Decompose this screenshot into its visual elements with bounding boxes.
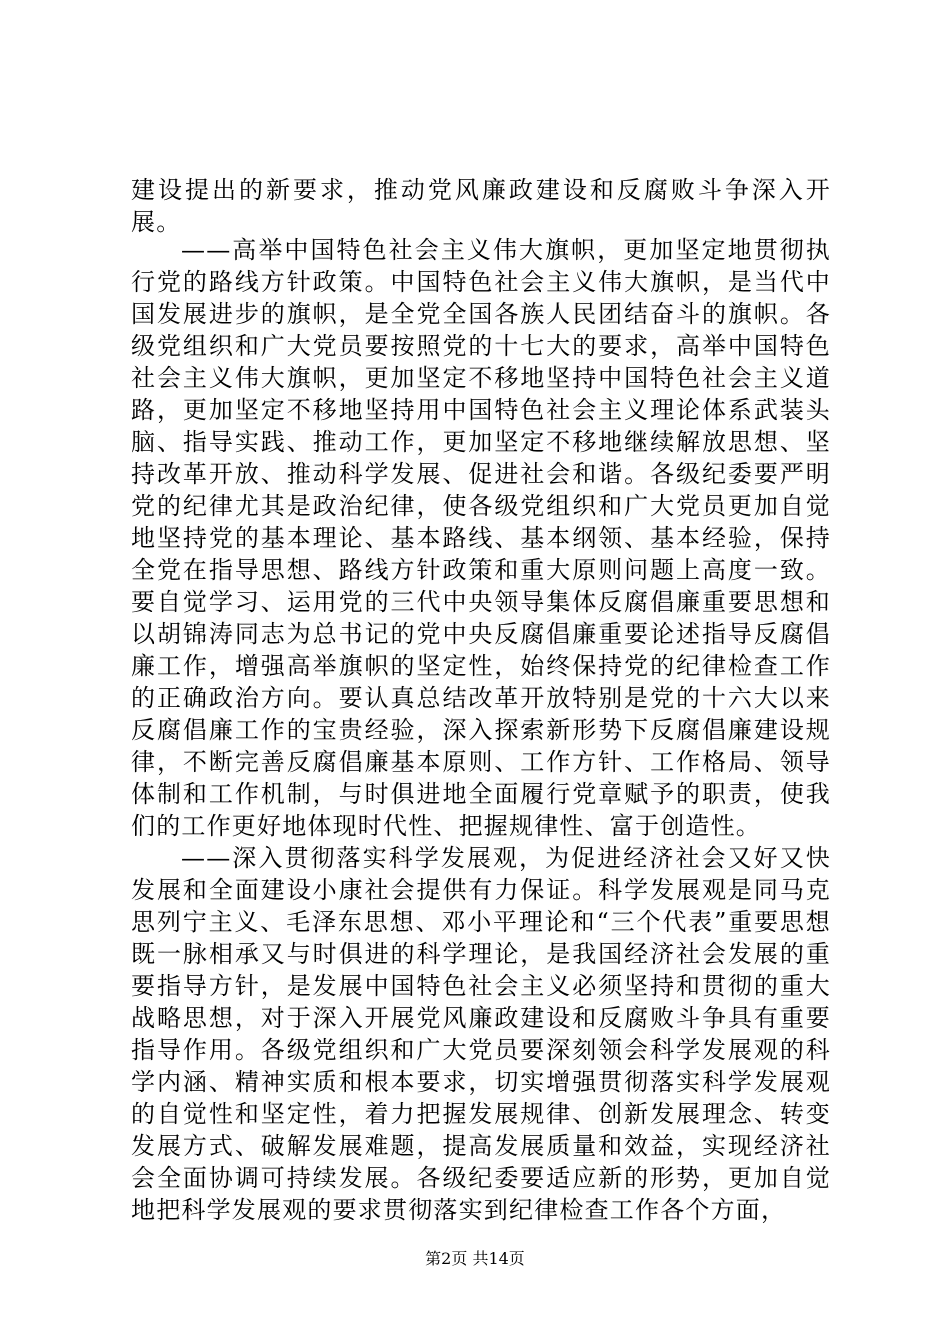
paragraph-1: 建设提出的新要求，推动党风廉政建设和反腐败斗争深入开展。 (131, 176, 831, 236)
page-footer: 第2页 共14页 (425, 1249, 525, 1268)
paragraph-continuation (131, 174, 831, 238)
paragraph-3: ——深入贯彻落实科学发展观，为促进经济社会又好又快发展和全面建设小康社会提供有力保证。科学发展观是同马克思列宁主义、毛泽东思想、邓小平理论和“三个代表”重要思想既一脉相承又与时俱进的科学理论，是我国经济社会发展的重要指导方针，是发展中国特色社会主义必须坚持和贯彻的重大战略思想，对于深入开展党风廉政建设和反腐败斗争具有重要指导作用。各级党组织和广大党员要深刻领会科学发展观的科学内涵、精神实质和根本要求，切实增强贯彻落实科学发展观的自觉性和坚定性，着力把握发展规律、创新发展理念、转变发展方式、破解发展难题，提高发展质量和效益，实现经济社会全面协调可持续发展。各级纪委要适应新的形势，更加自觉地把科学发展观的要求贯彻落实到纪律检查工作各个方面， (131, 844, 831, 1224)
paragraph-2: ——高举中国特色社会主义伟大旗帜，更加坚定地贯彻执行党的路线方针政策。中国特色社会主义伟大旗帜，是当代中国发展进步的旗帜，是全党全国各族人民团结奋斗的旗帜。各级党组织和广大党员要按照党的十七大的要求，高举中国特色社会主义伟大旗帜，更加坚定不移地坚持中国特色社会主义道路，更加坚定不移地坚持用中国特色社会主义理论体系武装头脑、指导实践、推动工作，更加坚定不移地继续解放思想、坚持改革开放、推动科学发展、促进社会和谐。各级纪委要严明党的纪律尤其是政治纪律，使各级党组织和广大党员更加自觉地坚持党的基本理论、基本路线、基本纲领、基本经验，保持全党在指导思想、路线方针政策和重大原则问题上高度一致。要自觉学习、运用党的三代中央领导集体反腐倡廉重要思想和以胡锦涛同志为总书记的党中央反腐倡廉重要论述指导反腐倡廉工作，增强高举旗帜的坚定性，始终保持党的纪律检查工作的正确政治方向。要认真总结改革开放特别是党的十六大以来反腐倡廉工作的宝贵经验，深入探索新形势下反腐倡廉建设规律，不断完善反腐倡廉基本原则、工作方针、工作格局、领导体制和工作机制，与时俱进地全面履行党章赋予的职责，使我们的工作更好地体现时代性、把握规律性、富于创造性。 (131, 236, 831, 840)
paragraph-group (131, 234, 831, 1226)
